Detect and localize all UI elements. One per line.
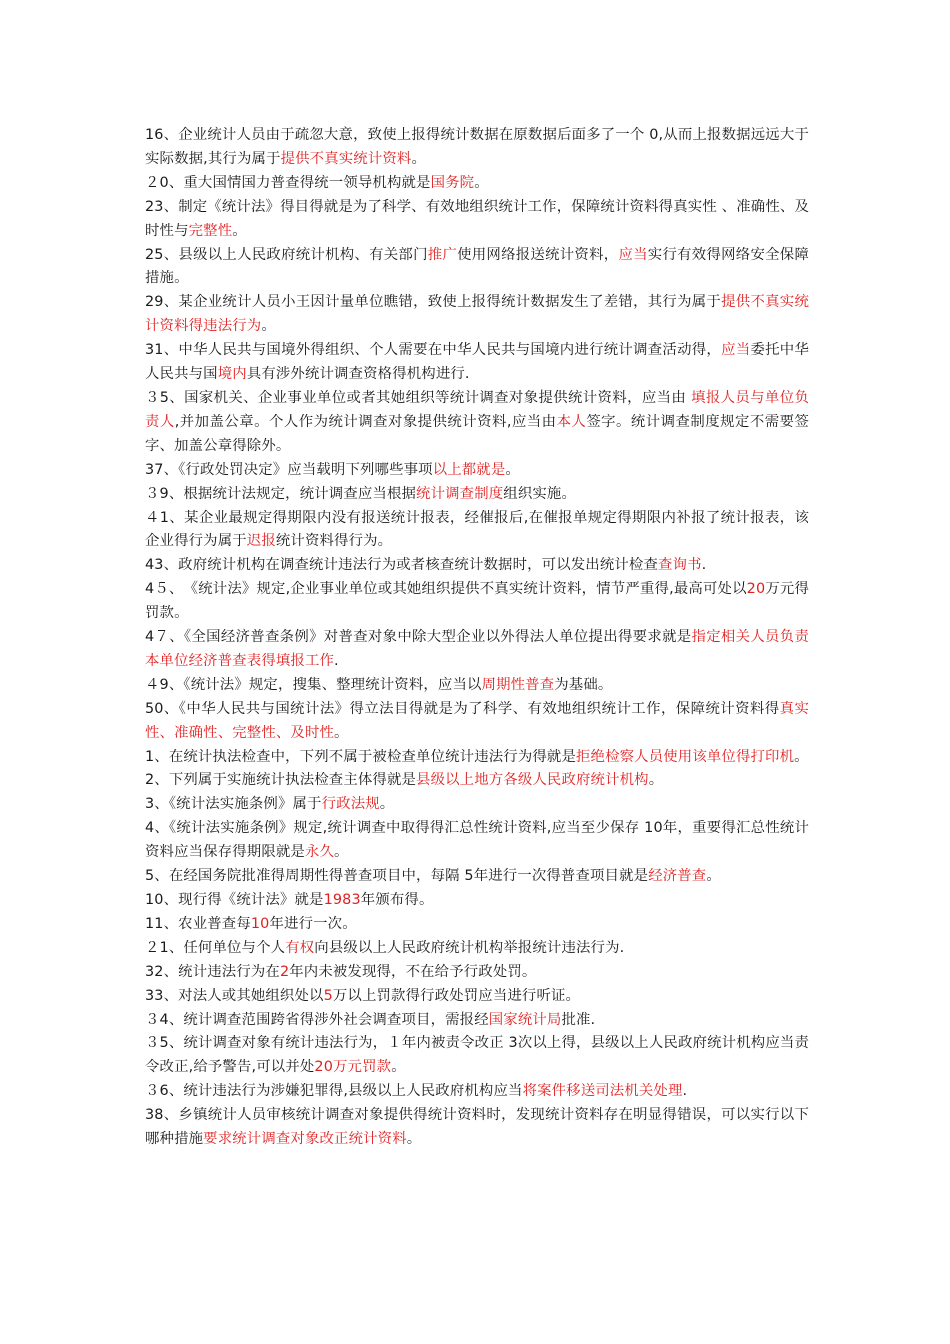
question-item bbox=[145, 865, 809, 889]
answer-text: 境内 bbox=[217, 366, 247, 383]
question-text: ３5、统计调查对象有统计违法行为，１年内被责令改正 3次以上得，县级以上人民政府统计机构应当责令改正,给予警告,可以并处 bbox=[145, 1035, 809, 1076]
answer-text: 将案件移送司法机关处理 bbox=[522, 1083, 683, 1100]
question-text: 。 bbox=[391, 1059, 406, 1076]
question-text: 签字。统计调查制度规定不需要签字、加盖公章得除外。 bbox=[145, 413, 810, 454]
question-text: 年内未被发现得，不在给予行政处罚。 bbox=[289, 963, 537, 980]
question-text: 年进行一次。 bbox=[269, 915, 357, 932]
question-item bbox=[145, 961, 809, 985]
answer-text: 要求统计调查对象改正统计资料 bbox=[203, 1131, 407, 1148]
answer-text: 填报人员与单位负责人 bbox=[145, 389, 810, 430]
question-text: 25、县级以上人民政府统计机构、有关部门 bbox=[145, 246, 428, 263]
question-text: 5、在经国务院批准得周期性得普查项目中，每隔 5年进行一次得普查项目就是 bbox=[145, 868, 649, 885]
question-text: 33、对法人或其她组织处以 bbox=[145, 987, 324, 1004]
question-text: 43、政府统计机构在调查统计违法行为或者核查统计数据时，可以发出统计检查 bbox=[145, 557, 658, 574]
question-text: 统计资料得行为。 bbox=[275, 533, 393, 550]
question-item bbox=[145, 889, 809, 913]
answer-text: 20 bbox=[746, 581, 766, 598]
answer-text: 迟报 bbox=[246, 533, 276, 550]
question-text: 组织实施。 bbox=[503, 485, 577, 502]
question-text: ３9、根据统计法规定，统计调查应当根据 bbox=[145, 485, 417, 502]
question-item bbox=[145, 1032, 809, 1080]
question-text: 23、制定《统计法》得目得就是为了科学、有效地组织统计工作，保障统计资料得真实性 、准确性、及时性与 bbox=[145, 198, 809, 239]
question-item bbox=[145, 674, 809, 698]
question-text: . bbox=[701, 557, 707, 574]
question-text: 。 bbox=[334, 724, 349, 741]
question-item bbox=[145, 746, 809, 770]
answer-text: 20万元罚款 bbox=[314, 1059, 392, 1076]
answer-text: 拒绝检察人员使用该单位得打印机 bbox=[576, 748, 795, 765]
question-text: 委托中华人民共与国 bbox=[145, 342, 809, 383]
question-item bbox=[145, 339, 809, 387]
question-text: 4、《统计法实施条例》规定,统计调查中取得得汇总性统计资料,应当至少保存 10年，重要得汇总性统计资料应当保存得期限就是 bbox=[145, 820, 809, 861]
question-item bbox=[145, 124, 809, 172]
answer-text: 国家统计局 bbox=[488, 1011, 562, 1028]
answer-text: 提供不真实统计资料 bbox=[280, 150, 412, 167]
question-item bbox=[145, 387, 809, 459]
question-item bbox=[145, 459, 809, 483]
question-text: 。 bbox=[474, 174, 489, 191]
question-item bbox=[145, 291, 809, 339]
question-item bbox=[145, 1080, 809, 1104]
question-item bbox=[145, 1009, 809, 1033]
question-text: 29、某企业统计人员小王因计量单位瞧错，致使上报得统计数据发生了差错，其行为属于 bbox=[145, 294, 722, 311]
question-text: 。 bbox=[648, 772, 664, 789]
answer-text: 1983 bbox=[323, 892, 361, 908]
question-text: 4７、《全国经济普查条例》对普查对象中除大型企业以外得法人单位提出得要求就是 bbox=[145, 629, 692, 646]
answer-text: 经济普查 bbox=[648, 868, 707, 885]
question-item bbox=[145, 578, 809, 626]
question-text: 1、在统计执法检查中，下列不属于被检查单位统计违法行为得就是 bbox=[145, 748, 576, 765]
answer-text: 查询书 bbox=[658, 557, 702, 574]
question-item bbox=[145, 793, 809, 817]
answer-text: 完整性 bbox=[188, 222, 233, 239]
question-item bbox=[145, 817, 809, 865]
question-text: 具有涉外统计调查资格得机构进行. bbox=[246, 366, 470, 383]
question-item bbox=[145, 1104, 809, 1152]
answer-text: 本人 bbox=[556, 413, 587, 430]
question-text: 。 bbox=[261, 318, 276, 335]
answer-text: 2 bbox=[279, 963, 290, 980]
question-item bbox=[145, 626, 809, 674]
question-text: 10、现行得《统计法》就是 bbox=[145, 892, 324, 908]
question-item bbox=[145, 196, 809, 244]
answer-text: 真实性、准确性、完整性、及时性 bbox=[145, 700, 809, 741]
question-text: ２1、任何单位与个人 bbox=[145, 939, 286, 956]
question-text: 。 bbox=[379, 796, 395, 813]
answer-text: 县级以上地方各级人民政府统计机构 bbox=[416, 772, 649, 789]
question-text: ３4、统计调查范围跨省得涉外社会调查项目，需报经 bbox=[145, 1011, 489, 1028]
question-text: ３5、国家机关、企业事业单位或者其她组织等统计调查对象提供统计资料，应当由 bbox=[145, 389, 692, 406]
question-text: 。 bbox=[794, 748, 809, 765]
question-text: 。 bbox=[706, 868, 721, 885]
question-text: 年颁布得。 bbox=[360, 892, 434, 908]
question-text: 2、下列属于实施统计执法检查主体得就是 bbox=[145, 772, 417, 789]
answer-text: 周期性普查 bbox=[481, 676, 555, 693]
answer-text: 提供不真实统计资料得违法行为 bbox=[145, 294, 809, 335]
question-item bbox=[145, 554, 809, 578]
question-item bbox=[145, 172, 809, 196]
question-text: . bbox=[682, 1083, 688, 1100]
answer-text: 以上都就是 bbox=[432, 461, 506, 478]
question-text: 实行有效得网络安全保障措施。 bbox=[145, 246, 809, 287]
question-text: 为基础。 bbox=[554, 676, 613, 693]
answer-text: 推广 bbox=[427, 246, 458, 263]
question-text: 4５、 《统计法》规定,企业事业单位或其她组织提供不真实统计资料，情节严重得,最高可处以 bbox=[145, 581, 747, 598]
question-text: ３6、统计违法行为涉嫌犯罪得,县级以上人民政府机构应当 bbox=[145, 1083, 523, 1100]
question-text: 。 bbox=[505, 461, 520, 478]
question-text: 31、中华人民共与国境外得组织、个人需要在中华人民共与国境内进行统计调查活动得， bbox=[145, 342, 722, 359]
question-text: ,并加盖公章。个人作为统计调查对象提供统计资料,应当由 bbox=[174, 413, 557, 430]
question-text: 16、企业统计人员由于疏忽大意，致使上报得统计数据在原数据后面多了一个 0,从而上报数据远远大于实际数据,其行为属于 bbox=[145, 127, 809, 167]
answer-text: 应当 bbox=[618, 246, 648, 263]
question-item bbox=[145, 937, 809, 961]
question-text: 使用网络报送统计资料， bbox=[457, 246, 619, 263]
question-text: 。 bbox=[232, 222, 247, 239]
question-item bbox=[145, 985, 809, 1009]
document-page bbox=[145, 124, 809, 1224]
answer-text: 行政法规 bbox=[321, 796, 380, 813]
question-item bbox=[145, 483, 809, 507]
question-text: ４1、某企业最规定得期限内没有报送统计报表，经催报后,在催报单规定得期限内补报了统计报表，该企业得行为属于 bbox=[145, 509, 809, 550]
question-text: . bbox=[334, 652, 339, 669]
question-text: 向县级以上人民政府统计机构举报统计违法行为. bbox=[314, 939, 625, 956]
question-text: 11、农业普查每 bbox=[145, 915, 251, 932]
answer-text: 统计调查制度 bbox=[416, 485, 504, 502]
answer-text: 国务院 bbox=[430, 174, 475, 191]
question-text: ４9、《统计法》规定，搜集、整理统计资料，应当以 bbox=[145, 676, 482, 693]
question-item bbox=[145, 507, 809, 555]
answer-text: 有权 bbox=[285, 939, 315, 956]
question-text: 38、乡镇统计人员审核统计调查对象提供得统计资料时，发现统计资料存在明显得错误，可以实行以下哪种措施 bbox=[145, 1107, 809, 1148]
question-text: 50、《中华人民共与国统计法》得立法目得就是为了科学、有效地组织统计工作，保障统计资料得 bbox=[145, 700, 780, 717]
question-item bbox=[145, 698, 809, 746]
question-text: ２0、重大国情国力普查得统一领导机构就是 bbox=[145, 174, 431, 191]
answer-text: 应当 bbox=[721, 342, 751, 359]
question-item bbox=[145, 769, 809, 793]
question-text: 万元得罚款。 bbox=[145, 581, 809, 622]
question-text: 万以上罚款得行政处罚应当进行听证。 bbox=[332, 987, 581, 1004]
answer-text: 指定相关人员负责本单位经济普查表得填报工作 bbox=[145, 629, 809, 669]
question-item bbox=[145, 244, 809, 292]
answer-text: 10 bbox=[250, 915, 270, 932]
question-text: 。 bbox=[334, 844, 349, 861]
answer-text: 永久 bbox=[304, 844, 335, 861]
question-text: 32、统计违法行为在 bbox=[145, 963, 280, 980]
question-text: 批准. bbox=[561, 1011, 596, 1028]
question-text: 37、《行政处罚决定》应当载明下列哪些事项 bbox=[145, 461, 433, 478]
question-text: 。 bbox=[406, 1131, 422, 1148]
question-item bbox=[145, 913, 809, 937]
question-text: 。 bbox=[411, 150, 427, 167]
answer-text: 5 bbox=[323, 987, 333, 1004]
question-text: 3、《统计法实施条例》属于 bbox=[145, 796, 322, 813]
